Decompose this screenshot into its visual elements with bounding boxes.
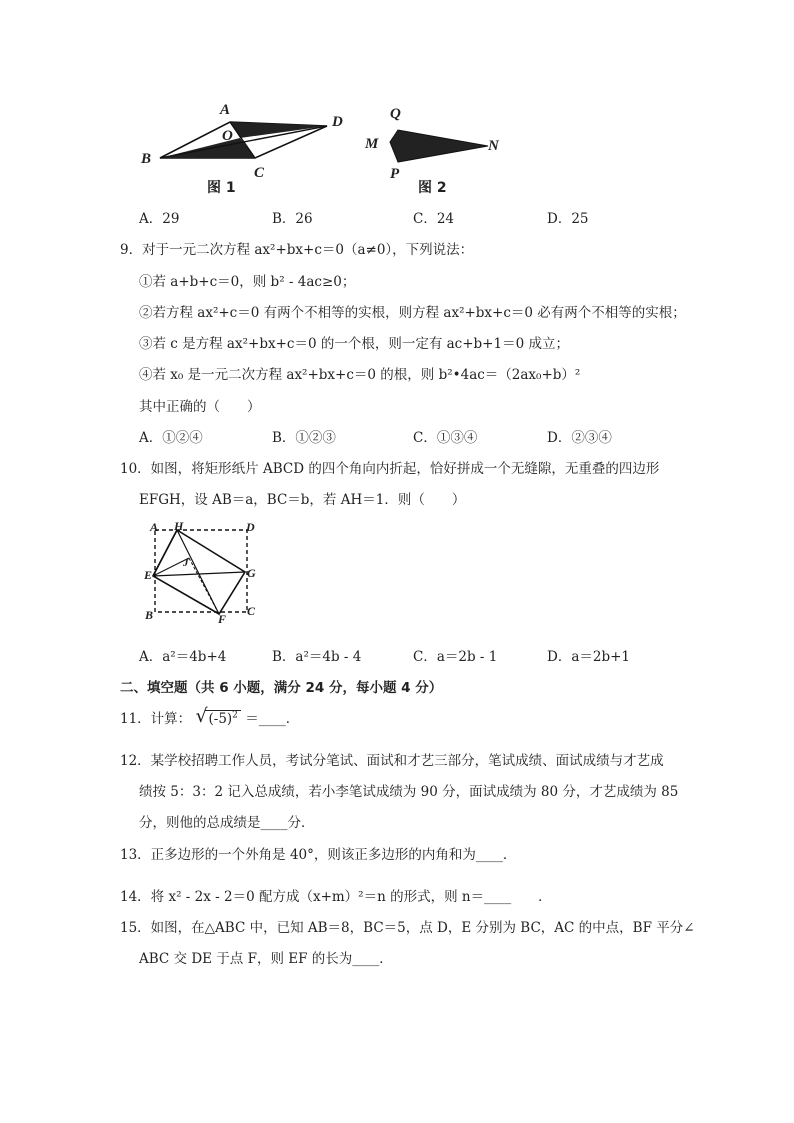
fig2-label-N: N [488,138,499,154]
fig2-label-P: P [390,166,400,182]
fig1-label-B: B [141,151,152,167]
q13: 13．正多边形的一个外角是 40°，则该正多边形的内角和为____． [120,847,517,863]
q9-option-d: D．②③④ [547,430,612,446]
fig10-label-H: H [174,519,184,533]
fig10-label-E: E [144,568,153,582]
q9-statement-1: ①若 a+b+c＝0，则 b² - 4ac≥0； [139,274,356,290]
q12-line-3: 分，则他的总成绩是____分． [139,815,315,831]
q10-line-2: EFGH，设 AB＝a，BC＝b，若 AH＝1．则（ ） [139,492,466,508]
q9-statement-4: ④若 x₀ 是一元二次方程 ax²+bx+c＝0 的根，则 b²•4ac＝（2ax₀+b）² [139,367,581,383]
fig1-label-O: O [222,128,233,144]
q9-option-b: B．①②③ [272,430,336,446]
q10-option-c: C．a＝2b - 1 [413,649,498,665]
fig2-caption: 图 2 [418,180,447,196]
q10-option-a: A．a²＝4b+4 [139,649,227,665]
fig2-label-Q: Q [390,106,401,122]
fig10-label-B: B [145,608,154,622]
fig1-caption: 图 1 [207,180,236,196]
q12-line-2: 绩按 5：3：2 记入总成绩，若小李笔试成绩为 90 分，面试成绩为 80 分，才艺成绩为 85 [139,784,679,800]
q11-radical [195,704,240,728]
q10-line-1: 10．如图，将矩形纸片 ABCD 的四个角向内折起，恰好拼成一个无缝隙，无重叠的四边形 [120,461,660,477]
q15-line-1: 15．如图，在△ABC 中，已知 AB＝8，BC＝5，点 D，E 分别为 BC，AC 的中点，BF 平分∠ [120,920,695,936]
q15-line-2: ABC 交 DE 于点 F，则 EF 的长为____． [139,951,393,967]
q12-line-1: 12．某学校招聘工作人员，考试分笔试、面试和才艺三部分，笔试成绩、面试成绩与才艺成 [120,753,664,769]
fig10-label-D: D [246,520,255,534]
q11-prefix: 11．计算： [120,711,192,727]
fig2-label-M: M [365,136,379,152]
q9-ask: 其中正确的（ ） [139,399,261,415]
q11-suffix: ＝____． [245,711,300,727]
fig10-label-A: A [150,520,159,534]
fig1-label-A: A [220,102,231,118]
q8-option-d: D．25 [547,211,589,227]
q11 [120,704,300,727]
q11-radicand: $(-5)^2$ [205,710,240,727]
sqrt-icon: √ [195,704,208,727]
fig10-label-J: J [183,557,189,569]
section-2-title: 二、填空题（共 6 小题，满分 24 分，每小题 4 分） [120,680,443,696]
q14: 14．将 x² - 2x - 2＝0 配方成（x+m）²＝n 的形式，则 n＝____ ． [120,889,552,905]
fig10-label-C: C [247,604,256,618]
q8-option-a: A．29 [139,211,180,227]
fig10-label-G: G [247,566,256,580]
q9-stem: 9．对于一元二次方程 ax²+bx+c＝0（a≠0），下列说法： [120,242,474,258]
q8-option-b: B．26 [272,211,313,227]
q9-option-c: C．①③④ [413,430,478,446]
q8-option-c: C．24 [413,211,455,227]
q9-statement-3: ③若 c 是方程 ax²+bx+c＝0 的一个根，则一定有 ac+b+1＝0 成立； [139,336,569,352]
q9-option-a: A．①②④ [139,430,203,446]
q10-option-b: B．a²＝4b - 4 [272,649,362,665]
fig10-label-F: F [218,612,227,626]
q10-option-d: D．a＝2b+1 [547,649,631,665]
figure-1-diagram [135,100,355,200]
fig1-label-C: C [254,165,265,181]
fig1-label-D: D [332,114,343,130]
q9-statement-2: ②若方程 ax²+c＝0 有两个不相等的实根，则方程 ax²+bx+c＝0 必有两个不相等的实根； [139,305,686,321]
